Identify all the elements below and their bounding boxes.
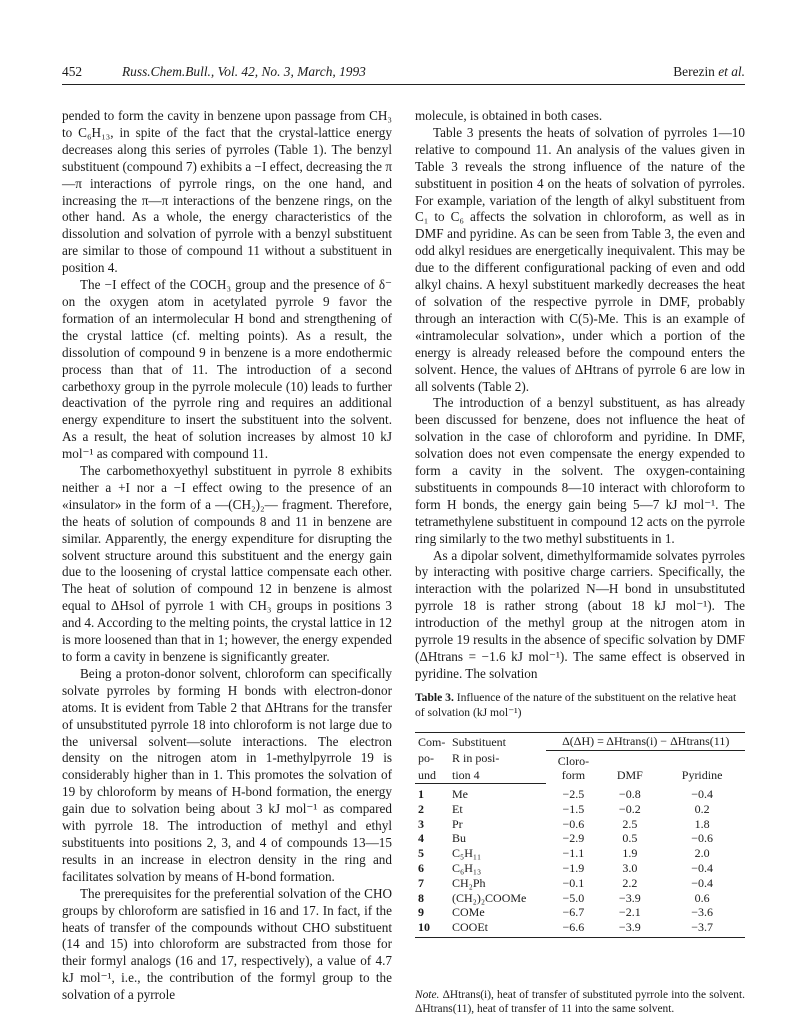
table-row	[415, 920, 745, 937]
cell-substituent: Pr	[452, 816, 463, 831]
cell-compound: 1	[418, 787, 424, 801]
cell-dmf: 2.5	[622, 816, 638, 831]
cell-compound: 10	[415, 920, 449, 937]
cell-pyridine: 2.0	[694, 846, 710, 861]
note-label: Note.	[415, 989, 440, 1001]
table-caption	[415, 690, 745, 720]
author-name: Berezin	[673, 64, 715, 79]
table-row	[415, 891, 745, 906]
running-header	[62, 62, 745, 82]
cell-dmf: −3.9	[618, 890, 641, 905]
table-row	[415, 802, 745, 817]
cell-compound: 6	[418, 860, 424, 875]
paragraph: molecule, is obtained in both cases.	[415, 108, 603, 123]
cell-chloroform: −6.7	[562, 905, 585, 920]
table-row	[415, 817, 745, 832]
note-text: ΔHtrans(i), heat of transfer of substituted pyrrole into the solvent. ΔHtrans(11), heat of transfer of 11 into the same solvent.	[415, 989, 745, 1015]
right-column	[415, 108, 745, 683]
cell-chloroform: −2.5	[562, 786, 585, 801]
cell-chloroform: −1.5	[562, 801, 585, 816]
header-delta-delta-h: Δ(ΔH) = ΔHtrans(i) − ΔHtrans(11)	[546, 733, 745, 751]
paragraph: The carbomethoxyethyl substituent in pyrrole 8 exhibits neither a +I nor a −I effect owing to the presence of an «insulator» in the form of a —(CH₂)₂— fragment. Therefore, the heats of solution of compounds 8 and 11 in benzene are similar. Apparently, the energy expenditure for disrupting the solvent structure around this substituent and the energy gain due to the loosening of crystal lattice compensate each other. The heat of solution of compound 12 in benzene is almost equal to ΔHsol of pyrrole 1 with CH₃ groups in positions 3 and 4. According to the melting points, the crystal lattice in 12 is more loosened than that in 1; however, the energy expended to form a cavity in benzene is significantly greater.	[62, 463, 392, 664]
cell-pyridine: −0.6	[691, 831, 713, 846]
cell-dmf: −0.2	[618, 801, 641, 816]
header-compound: po-	[418, 751, 434, 765]
cell-dmf: 2.2	[622, 875, 638, 890]
header-compound: Com-	[415, 733, 449, 751]
cell-dmf: −2.1	[618, 905, 641, 920]
table-label: Table 3.	[415, 691, 454, 704]
page-number: 452	[62, 64, 83, 79]
cell-dmf: 0.5	[622, 831, 638, 846]
cell-compound: 5	[418, 846, 424, 861]
cell-chloroform: −2.9	[562, 831, 585, 846]
header-substituent: R in posi-	[452, 751, 500, 765]
cell-pyridine: 0.6	[694, 890, 710, 905]
header-rule	[62, 84, 745, 85]
table-row	[415, 861, 745, 876]
author-suffix: et al.	[714, 64, 745, 79]
cell-chloroform: −0.6	[562, 816, 585, 831]
cell-pyridine: −3.7	[659, 920, 745, 937]
table-3	[415, 732, 745, 938]
cell-compound: 3	[418, 816, 424, 831]
cell-compound: 9	[418, 905, 424, 920]
table-note	[415, 988, 745, 1016]
cell-compound: 7	[418, 875, 424, 890]
header-substituent: Substituent	[449, 733, 546, 751]
cell-chloroform: −1.1	[562, 846, 585, 861]
cell-pyridine: 1.8	[694, 816, 710, 831]
header-substituent: tion 4	[449, 767, 546, 784]
cell-dmf: 3.0	[622, 860, 638, 875]
paragraph: Being a proton-donor solvent, chloroform can specifically solvate pyrroles by forming H bonds with electron-donor atoms. It is evident from Table 2 that ΔHtrans for the transfer of unsubstituted pyrrole 18 into chloroform is not large due to the universal solvent—solute interactions. The electron density on the nitrogen atom in 1-methylpyrrole 19 is considerably higher than in 1. This promotes the solvation of 19 by chloroform by means of H-bond formation, the energy gain due to solvation being about 3 kJ mol⁻¹ as compared with pyrrole 18. The introduction of methyl and ethyl substituents into positions 2, 3, and 4 of compounds 13—15 results in an increase in electron density in the ring and facilitates solvation by means of H-bond formation.	[62, 665, 392, 884]
cell-dmf: −0.8	[618, 786, 641, 801]
cell-dmf: 1.9	[622, 846, 638, 861]
paragraph: As a dipolar solvent, dimethylformamide solvates pyrroles by interacting with positive charge carriers. Specifically, the interaction with the polarized N—H bond in unsubstituted pyrrole 18 is rather strong (about 18 kJ mol⁻¹). The introduction of the methyl group at the nitrogen atom in pyrrole 19 results in the absence of specific solvation by DMF (ΔHtrans = −1.6 kJ mol⁻¹). The same effect is observed in pyridine. The solvation	[415, 547, 745, 681]
header-pyridine: Pyridine	[681, 768, 723, 782]
cell-substituent: COOEt	[449, 920, 546, 937]
cell-substituent: Me	[452, 787, 468, 801]
cell-compound: 8	[418, 890, 424, 905]
header-compound: und	[415, 767, 449, 784]
cell-substituent: CH₂Ph	[452, 875, 486, 890]
cell-substituent: C₆H₁₃	[452, 860, 482, 875]
journal-citation: Russ.Chem.Bull., Vol. 42, No. 3, March, 1993	[122, 64, 366, 79]
table-row	[415, 876, 745, 891]
paragraph: The prerequisites for the preferential solvation of the CHO groups by chloroform are satisfied in 16 and 17. In fact, if the heats of transfer of the compounds without CHO substituent (14 and 15) into chloroform are substracted from those for their formyl analogs (16 and 17, respectively), a value of 4.7 kJ mol⁻¹, i.e., the contribution of the formyl group to the solvation of a pyrrole	[62, 885, 392, 1003]
header-chloroform: Cloro-form	[557, 753, 590, 782]
cell-substituent: Bu	[452, 831, 467, 846]
table-row	[415, 905, 745, 920]
cell-chloroform: −0.1	[562, 875, 585, 890]
table-row	[415, 846, 745, 861]
paragraph: The introduction of a benzyl substituent, as has already been discussed for benzene, does not influence the heat of solvation in the case of chloroform and pyridine. In DMF, solvation does not even compensate the energy expended to form a cavity in the solvent. The oxygen-containing substituents in compounds 8—10 interact with chloroform to form H bonds, the energy gain being 5—7 kJ mol⁻¹. The tetramethylene substituent in compound 12 acts on the pyrrole ring similarly to the two methyl substituents in 1.	[415, 395, 745, 546]
cell-compound: 2	[418, 801, 424, 816]
cell-pyridine: −0.4	[691, 875, 713, 890]
paragraph: pended to form the cavity in benzene upon passage from CH₃ to C₆H₁₃, in spite of the fact that the crystal-lattice energy decreases along this series of pyrroles (Table 1). The benzyl substituent (compound 7) exhibits a −I effect, decreasing the π—π interactions of pyrrole rings, on the one hand, and increasing the π—π interactions of the benzene rings, on the other hand. As a whole, the energy characteristics of the dissolution and solvation of pyrrole with a benzyl substituent are similar to those of compound 11 without a substituent in position 4.	[62, 108, 392, 276]
cell-dmf: −3.9	[600, 920, 659, 937]
cell-chloroform: −5.0	[562, 890, 585, 905]
cell-pyridine: 0.2	[694, 801, 710, 816]
paragraph: Table 3 presents the heats of solvation of pyrroles 1—10 relative to compound 11. An analysis of the values given in Table 3 reveals the strong influence of the nature of the substituent in position 4 on the heats of solvation of pyrroles. For example, variation of the length of alkyl substituent from C₁ to C₆ affects the solvation in chloroform, as well as in DMF and pyridine. As can be seen from Table 3, the even and odd alkyl residues are energetically inequivalent. This may be due to the different configurational packing of even and odd alkyl chains. A hexyl substituent markedly decreases the heat of solvation of the respective pyrrole in DMF, probably through an interaction with C(5)-Me. This is an example of «intramolecular solvation», under which a portion of the energy is already released before the compound enters the solvent. Hence, the values of ΔHtrans of pyrrole 6 are low in all solvents (Table 2).	[415, 124, 745, 394]
table-caption-text: Influence of the nature of the substituent on the relative heat of solvation (kJ mol⁻¹)	[415, 691, 737, 719]
cell-compound: 4	[418, 831, 424, 846]
cell-substituent: (CH₂)₂COOMe	[452, 890, 527, 905]
left-column	[62, 108, 392, 1004]
table-row	[415, 784, 745, 802]
cell-substituent: Et	[452, 801, 463, 816]
cell-substituent: C₅H₁₁	[452, 846, 482, 861]
cell-chloroform: −1.9	[562, 860, 585, 875]
cell-pyridine: −0.4	[691, 860, 713, 875]
cell-substituent: COMe	[452, 905, 485, 920]
cell-chloroform: −6.6	[546, 920, 600, 937]
running-author	[673, 62, 745, 82]
cell-pyridine: −0.4	[691, 786, 713, 801]
table-row	[415, 831, 745, 846]
header-dmf: DMF	[616, 768, 643, 782]
cell-pyridine: −3.6	[691, 905, 713, 920]
paragraph: The −I effect of the COCH₃ group and the presence of δ⁻ on the oxygen atom in acetylated pyrrole 9 favor the formation of an intermolecular H bond and strengthening of the crystal lattice (cf. melting points). As a result, the dissolution of compound 9 in benzene is a more endothermic process than that of 11. The introduction of a second carbethoxy group in the pyrrole molecule (10) leads to further deactivation of the pyrrole ring and requires an additional energy expenditure to insert the substituent into the solvent. As a result, the heat of solution increases by almost 10 kJ mol⁻¹ as compared with compound 11.	[62, 277, 392, 462]
